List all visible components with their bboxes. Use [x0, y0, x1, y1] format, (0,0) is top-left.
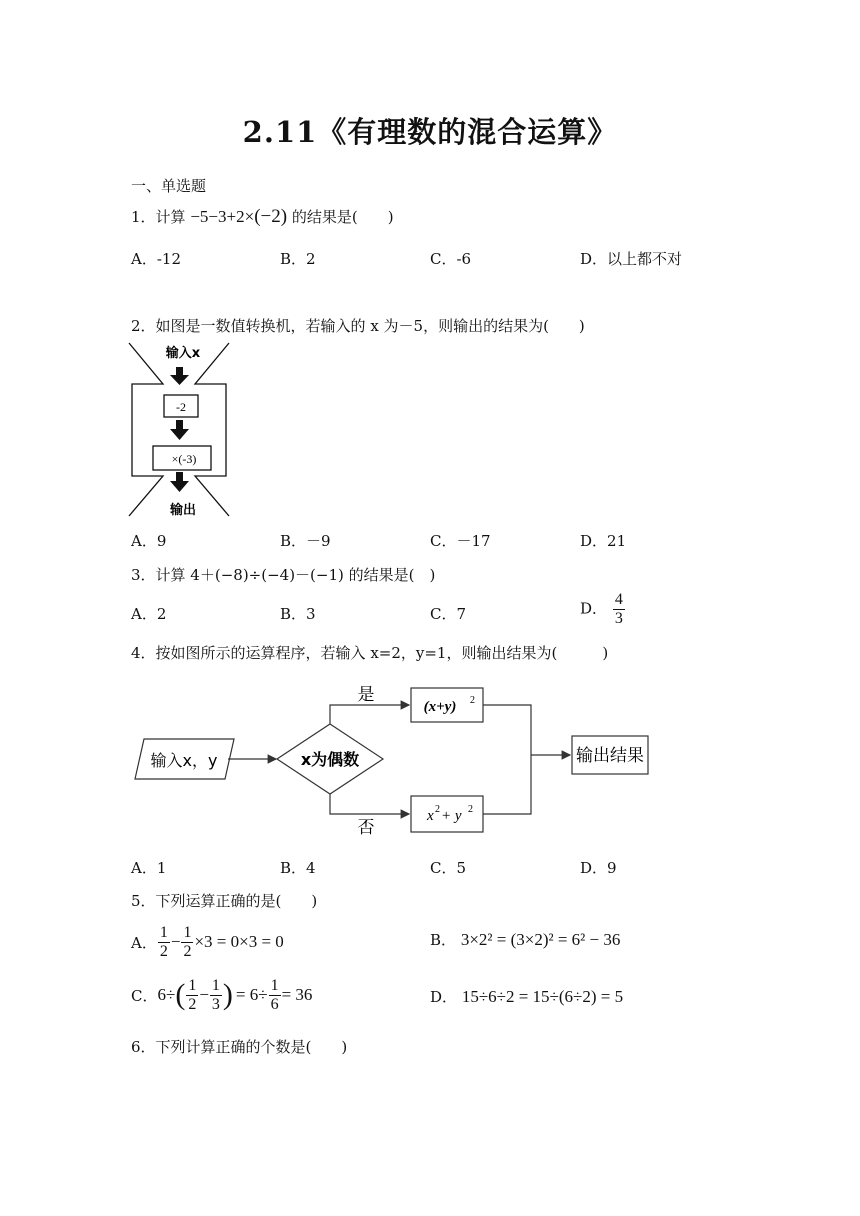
q5-option-d-expression: 15÷6÷2 = 15÷(6÷2) = 5 [461, 987, 624, 1006]
fraction-denominator: 3 [614, 610, 623, 627]
q2-option-b: B．－9 [280, 532, 331, 550]
q5-option-a-fraction-2 [181, 925, 193, 960]
flow-no-label: 否 [357, 818, 375, 838]
fraction-denominator: 6 [270, 995, 279, 1013]
q5-option-a: A． $\frac{1}{2}$ − $\frac{1}{2}$ ×3 = 0×3 = 0 [131, 923, 284, 960]
q5-option-a-tail: ×3 = 0×3 = 0 [194, 932, 284, 951]
q5-option-c-fraction-1 [186, 978, 198, 1013]
flow-no-term-y: + y [441, 808, 462, 824]
question-1-prefix: 1．计算 [131, 208, 186, 226]
q5-option-d [430, 986, 623, 1007]
flow-no-exponent-x: 2 [435, 804, 440, 815]
converter-output-label: 输出 [169, 503, 197, 518]
q5-option-a-label: A． [131, 933, 157, 952]
fraction-numerator: 1 [211, 976, 220, 994]
converter-step-2: ×(-3) [171, 452, 197, 466]
q5-option-c-head: 6÷ [157, 985, 176, 1004]
fraction-denominator: 2 [188, 995, 197, 1013]
q5-option-d-label: D． [430, 988, 458, 1006]
question-1-expression: −5−3+2× [190, 207, 255, 226]
question-2-stem: 2．如图是一数值转换机，若输入的 x 为－5，则输出的结果为( ) [131, 317, 585, 335]
flow-yes-exponent: 2 [470, 695, 475, 706]
q5-option-c-end: = 36 [281, 985, 313, 1004]
question-1-suffix: 的结果是( ) [291, 208, 394, 226]
program-flowchart [130, 678, 655, 838]
flow-input-label: 输入x，y [150, 751, 218, 770]
fraction-denominator: 2 [183, 942, 192, 960]
flow-output-label: 输出结果 [576, 746, 644, 766]
q1-option-a: A．-12 [131, 250, 181, 268]
q2-option-a: A．9 [131, 532, 167, 550]
q5-option-b [430, 929, 620, 950]
question-5-stem: 5．下列运算正确的是( ) [131, 892, 318, 910]
number-converter-diagram [127, 340, 233, 520]
section-heading: 一、单选题 [131, 177, 207, 195]
flow-yes-label: 是 [357, 685, 375, 705]
q5-option-b-expression: 3×2² = (3×2)² = 6² − 36 [460, 930, 621, 949]
q1-option-b: B．2 [280, 250, 316, 268]
flow-yes-expression: (x+y) [423, 699, 457, 715]
q5-option-c-label: C． [131, 986, 158, 1005]
q3-option-d [580, 592, 626, 627]
fraction-denominator: 2 [159, 942, 168, 960]
q5-option-b-label: B． [430, 931, 457, 949]
q5-option-c-fraction-3 [269, 978, 281, 1013]
fraction-denominator: 3 [211, 995, 220, 1013]
q1-option-d: D．以上都不对 [580, 250, 683, 268]
q3-option-d-fraction [613, 592, 625, 627]
converter-input-label: 输入x [165, 346, 201, 361]
fraction-numerator: 1 [183, 923, 192, 941]
flow-no-term-x: x [427, 808, 434, 824]
q4-option-a: A．1 [131, 859, 167, 877]
fraction-numerator: 4 [614, 591, 623, 608]
q2-option-d: D．21 [580, 532, 627, 550]
question-6-stem: 6．下列计算正确的个数是( ) [131, 1038, 348, 1056]
flow-no-exponent-y: 2 [468, 804, 473, 815]
q5-option-c-tail: = 6÷ [235, 985, 268, 1004]
q1-option-c: C．-6 [430, 250, 472, 268]
converter-step-1: -2 [176, 400, 186, 414]
q4-option-d: D．9 [580, 859, 617, 877]
question-3-stem: 3．计算 4＋(−8)÷(−4)－(−1) 的结果是( ) [131, 566, 436, 584]
flow-condition-label: x为偶数 [300, 750, 360, 769]
q4-option-b: B．4 [280, 859, 316, 877]
page-title: 2.11《有理数的混合运算》 [242, 115, 618, 149]
q5-option-c: C． 6÷ ( $\frac{1}{2}$ − $\frac{1}{3}$ ) = 6÷ $\frac{1}{6}$ = 36 [131, 976, 313, 1013]
fraction-numerator: 1 [188, 976, 197, 994]
question-4-stem: 4．按如图所示的运算程序，若输入 x=2，y=1，则输出结果为( ) [131, 644, 609, 662]
q3-option-b: B．3 [280, 605, 316, 623]
q3-option-d-label: D． [580, 599, 608, 618]
q3-option-c: C．7 [430, 605, 467, 623]
question-1-stem [131, 206, 394, 228]
q4-option-c: C．5 [430, 859, 467, 877]
question-1-expression-paren: (−2) [254, 206, 288, 227]
fraction-numerator: 1 [270, 976, 279, 994]
q2-option-c: C．－17 [430, 532, 491, 550]
q5-option-a-fraction-1 [158, 925, 170, 960]
q5-option-c-fraction-2 [210, 978, 222, 1013]
fraction-numerator: 1 [159, 923, 168, 941]
q3-option-a: A．2 [131, 605, 167, 623]
